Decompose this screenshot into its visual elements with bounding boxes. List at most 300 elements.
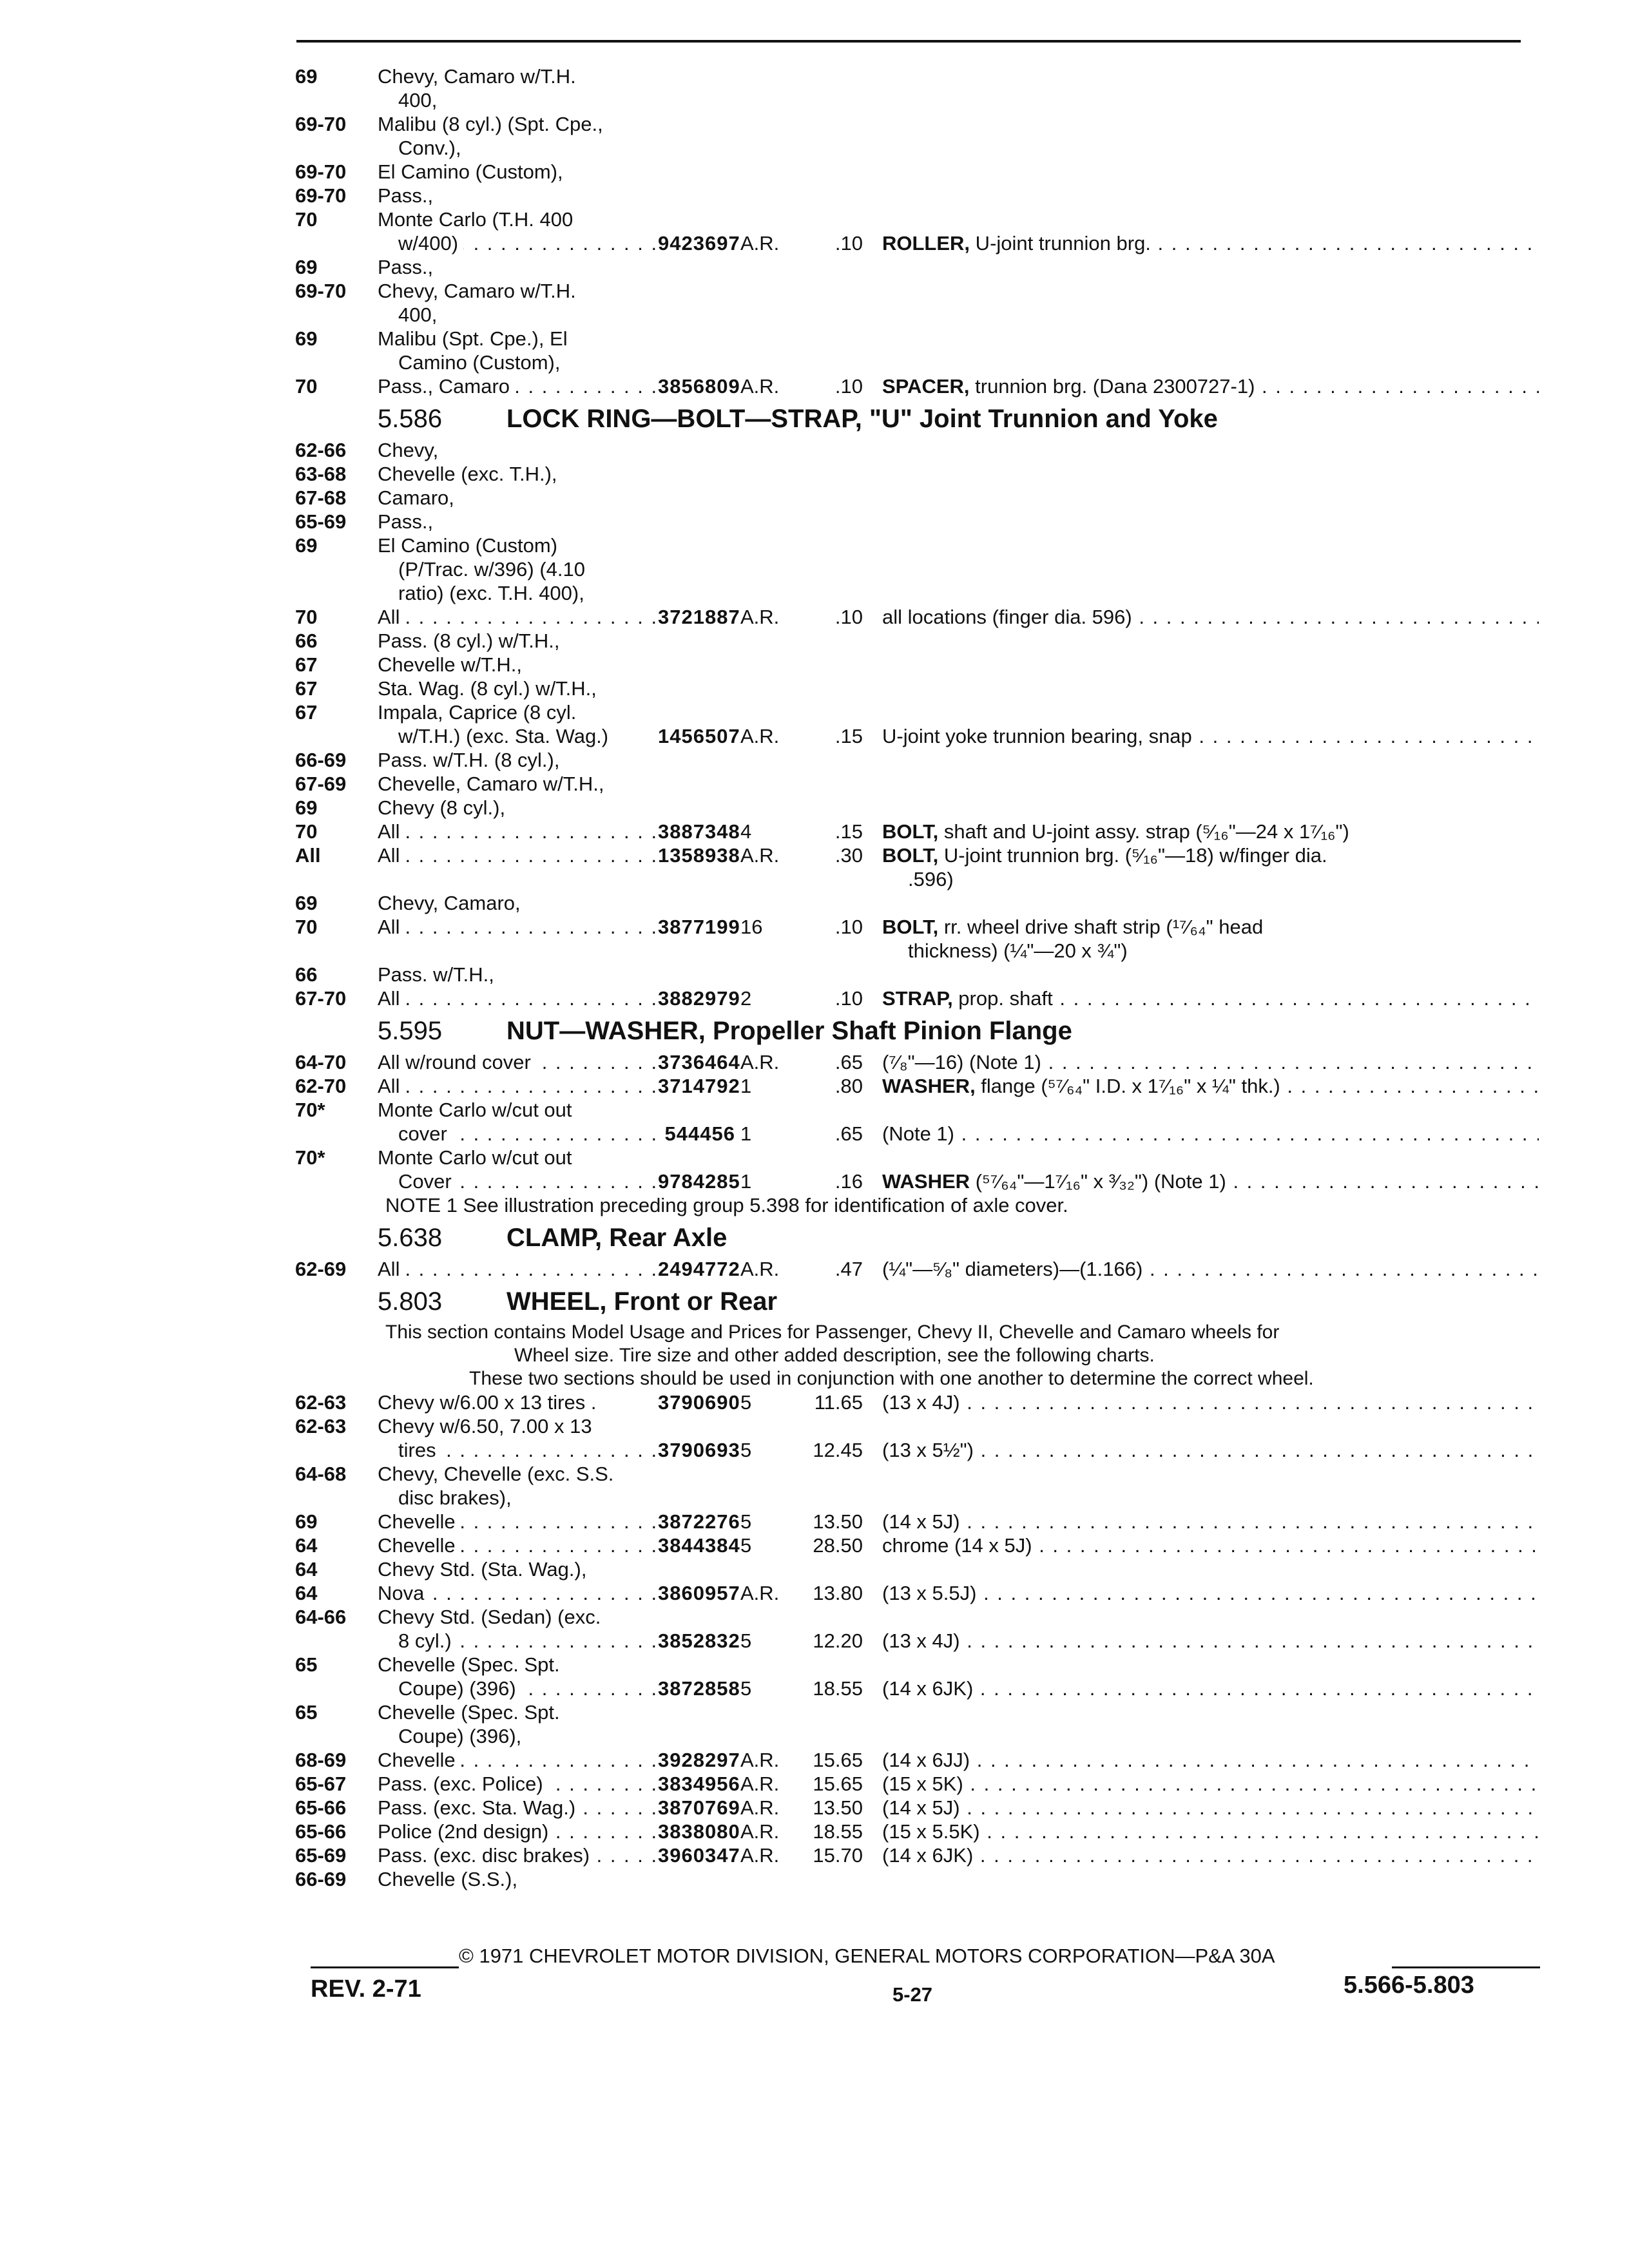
model-usage-line: Pass., [378,184,438,207]
model-year: 69 [295,256,318,278]
part-number: 3790690 [658,1391,740,1414]
description-text: (15 x 5.5K) [882,1820,980,1843]
table-row [295,1796,1539,1820]
group-clamp [295,1257,1539,1281]
model-usage [378,486,658,510]
description-text: (⁷⁄₈"—16) (Note 1) [882,1051,1041,1073]
quantity: 5 [740,1510,752,1533]
description-text: (13 x 4J) [882,1629,960,1652]
quantity: A.R. [740,1844,780,1867]
quantity: 5 [740,1391,752,1414]
model-usage-line: Chevelle (Spec. Spt. [378,1653,565,1677]
description-text: (15 x 5K) [882,1773,963,1795]
top-rule [296,40,1521,43]
model-year: 63-68 [295,463,347,485]
part-number: 544456 [664,1122,735,1145]
model-year: 69 [295,1510,318,1533]
model-usage [378,963,658,986]
model-year: 65-67 [295,1773,347,1795]
table-row [295,1557,1539,1581]
model-usage [378,1557,658,1581]
model-usage [378,748,658,772]
model-usage [378,64,658,112]
part-number: 1358938 [658,844,740,867]
model-usage-line: w/T.H.) (exc. Sta. Wag.) [378,724,613,748]
model-year: 66-69 [295,1868,347,1890]
model-year: 66-69 [295,749,347,771]
section-number: 5.586 [378,405,443,433]
model-year: 65-66 [295,1796,347,1819]
part-number: 3928297 [658,1749,740,1771]
description-text: all locations (finger dia. 596) [882,606,1132,628]
model-usage [378,510,658,533]
price: 12.45 [813,1439,863,1461]
part-number: 3877199 [658,916,740,938]
price: 15.70 [813,1844,863,1867]
table-row [295,1581,1539,1605]
part-number: 3960347 [658,1844,740,1867]
table-row [295,1462,1539,1510]
table-row [295,1533,1539,1557]
description-text: flange (⁵⁷⁄₆₄" I.D. x 1⁷⁄₁₆" x ¼" thk.) [975,1075,1280,1097]
price: .10 [834,232,863,255]
table-row [295,677,1539,700]
price: .10 [834,606,863,628]
quantity: A.R. [740,375,780,398]
model-usage-line: Camaro, [378,486,459,509]
part-number: 3887348 [658,820,740,843]
quantity: 1 [740,1075,752,1097]
revision-label: REV. 2-71 [311,1975,421,2003]
model-usage [378,891,658,915]
model-usage-line: 400, [378,88,442,112]
description-text: (14 x 6JK) [882,1677,974,1700]
price: .47 [834,1258,863,1280]
description [882,1257,1539,1281]
quantity: A.R. [740,844,780,867]
description-text: trunnion brg. (Dana 2300727-1) [969,375,1255,398]
part-number: 3872858 [658,1677,740,1700]
model-usage-line: Monte Carlo w/cut out [378,1098,577,1122]
description [882,1629,1539,1653]
table-row [295,462,1539,486]
model-usage [378,986,658,1010]
table-row [295,772,1539,796]
model-usage [378,1462,658,1510]
group-range: 5.566-5.803 [1344,1972,1474,1999]
table-row [295,1257,1539,1281]
table-row [295,1510,1539,1533]
table-row [295,1414,1539,1462]
model-year: 69 [295,796,318,819]
model-usage-line: Pass., Camaro [378,375,515,398]
model-usage [378,796,658,820]
model-usage-line: Chevy Std. (Sedan) (exc. [378,1605,606,1629]
section-heading-5586 [295,402,1539,436]
price: 15.65 [813,1773,863,1795]
quantity: A.R. [740,1820,780,1843]
model-usage-line: Impala, Caprice (8 cyl. [378,700,581,724]
model-year: 68-69 [295,1749,347,1771]
model-usage-line: Chevy (8 cyl.), [378,796,510,819]
model-usage-line: Conv.), [378,136,467,160]
description-keyword: WASHER [882,1170,970,1193]
model-usage [378,915,658,939]
part-number: 3852832 [658,1629,740,1652]
description-text: U-joint trunnion brg. (⁵⁄₁₆"—18) w/finger dia. [938,844,1327,867]
model-usage [378,820,658,843]
model-usage-line: El Camino (Custom), [378,160,568,183]
model-usage [378,1772,658,1796]
model-usage [378,112,658,160]
table-row [295,279,1539,327]
table-row [295,700,1539,748]
quantity: A.R. [740,1796,780,1819]
part-number: 3870769 [658,1796,740,1819]
section-number: 5.803 [378,1287,443,1316]
model-usage-line: 400, [378,303,442,327]
price: 18.55 [813,1820,863,1843]
model-usage-line: w/400) [378,231,463,255]
page-number: 5-27 [892,1983,933,2006]
model-usage-line: All [378,606,405,628]
quantity: A.R. [740,725,780,747]
quantity: 4 [740,820,752,843]
quantity: A.R. [740,1749,780,1771]
table-row [295,64,1539,112]
model-usage-line: All [378,987,405,1010]
model-year: 64 [295,1558,318,1581]
model-usage-line: Pass. w/T.H. (8 cyl.), [378,749,564,771]
quantity: A.R. [740,1582,780,1604]
model-year: 69 [295,534,318,557]
model-usage-line: Chevy, Camaro, [378,892,526,914]
table-row [295,796,1539,820]
model-usage-line: Chevelle (S.S.), [378,1868,523,1890]
model-usage-line: All w/round cover [378,1051,536,1073]
quantity: A.R. [740,1773,780,1795]
description [882,915,1539,963]
description-keyword: BOLT, [882,820,939,843]
model-usage-line: Nova [378,1582,429,1604]
model-year: 67-69 [295,773,347,795]
description [882,1772,1539,1796]
model-year: 69 [295,65,318,88]
footer-rule-left [311,1966,459,1968]
table-row [295,1867,1539,1891]
model-usage [378,1820,658,1843]
quantity: A.R. [740,1258,780,1280]
model-year: 64-68 [295,1463,347,1485]
description [882,1581,1539,1605]
table-row [295,1390,1539,1414]
quantity: A.R. [740,606,780,628]
description [882,1533,1539,1557]
quantity: 5 [740,1439,752,1461]
model-year: 69 [295,892,318,914]
model-usage-line: Malibu (8 cyl.) (Spt. Cpe., [378,112,608,136]
model-usage-line: disc brakes), [378,1486,517,1510]
model-year: 66 [295,963,318,986]
model-year: All [295,844,321,867]
model-usage-line: Chevy, Camaro w/T.H. [378,279,581,303]
model-usage-line: Chevy w/6.00 x 13 tires . [378,1391,601,1414]
model-usage-line: Pass. (exc. Police) [378,1773,548,1795]
group-nut-washer [295,1050,1539,1193]
model-usage [378,533,658,605]
model-usage [378,1748,658,1772]
model-usage [378,462,658,486]
footer-rule-right [1392,1966,1540,1968]
price: .80 [834,1075,863,1097]
group-trunnion-roller [295,64,1539,398]
description-text: (13 x 5.5J) [882,1582,977,1604]
model-year: 69-70 [295,113,347,135]
description-text-cont: .596) [908,868,954,890]
model-usage-line: All [378,820,405,843]
price: 13.50 [813,1796,863,1819]
description-text: chrome (14 x 5J) [882,1534,1032,1557]
price: 11.65 [814,1391,863,1414]
part-number: 2494772 [658,1258,740,1280]
table-row [295,748,1539,772]
model-usage-line: Chevelle [378,1510,461,1533]
table-row [295,255,1539,279]
model-usage [378,1581,658,1605]
model-year: 70 [295,375,318,398]
model-usage-line: Pass. w/T.H., [378,963,499,986]
model-usage-line: Chevelle [378,1749,461,1771]
description [882,1510,1539,1533]
model-usage [378,1605,658,1653]
model-usage [378,772,658,796]
group-lock-ring [295,438,1539,1010]
part-number: 3714792 [658,1075,740,1097]
model-year: 70* [295,1099,325,1121]
price: .10 [834,916,863,938]
model-year: 65 [295,1653,318,1676]
group-wheel [295,1390,1539,1891]
model-usage [378,1074,658,1098]
table-row [295,605,1539,629]
model-usage-line: Chevelle (Spec. Spt. [378,1700,565,1724]
model-year: 65 [295,1701,318,1724]
price: 12.20 [813,1629,863,1652]
description-text: prop. shaft [952,987,1053,1010]
price: .16 [834,1170,863,1193]
model-usage [378,160,658,184]
description-keyword: SPACER, [882,375,970,398]
parts-listing [295,64,1539,1891]
model-usage-line: (P/Trac. w/396) (4.10 [378,557,590,581]
description [882,1438,1539,1462]
part-number: 3790693 [658,1439,740,1461]
part-number: 9423697 [658,232,740,255]
description-text: (Note 1) [882,1122,954,1145]
model-usage-line: Pass., [378,256,438,278]
part-number: 3834956 [658,1773,740,1795]
section-title: CLAMP, Rear Axle [506,1224,728,1252]
table-row [295,184,1539,207]
model-year: 62-63 [295,1391,347,1414]
model-year: 67 [295,701,318,724]
model-usage-line: 8 cyl.) [378,1629,457,1653]
model-year: 64 [295,1582,318,1604]
model-year: 64-70 [295,1051,347,1073]
price: 13.80 [813,1582,863,1604]
description-text: U-joint trunnion brg. [970,232,1151,255]
part-number: 3736464 [658,1051,740,1073]
price: 15.65 [813,1749,863,1771]
description [882,820,1539,843]
model-year: 69-70 [295,280,347,302]
table-row [295,629,1539,653]
description [882,986,1539,1010]
model-usage [378,1098,658,1146]
price: .10 [834,987,863,1010]
model-usage [378,653,658,677]
model-usage-line: Chevy, Chevelle (exc. S.S. [378,1462,619,1486]
model-usage-line: Chevy, Camaro w/T.H. [378,64,581,88]
model-usage [378,1414,658,1462]
table-row [295,986,1539,1010]
description-text: rr. wheel drive shaft strip (¹⁷⁄₆₄" head [938,916,1264,938]
model-usage-line: Police (2nd design) [378,1820,554,1843]
model-year: 65-69 [295,510,347,533]
price: .30 [834,844,863,867]
section-heading-5803 [295,1285,1539,1318]
model-usage [378,1867,658,1891]
price: .65 [834,1122,863,1145]
description-text: (14 x 6JJ) [882,1749,970,1771]
model-usage-line: Chevy w/6.50, 7.00 x 13 [378,1414,597,1438]
model-usage [378,1533,658,1557]
description-text: (¼"—⁵⁄₈" diameters)—(1.166) [882,1258,1143,1280]
table-row [295,1050,1539,1074]
part-number: 9784285 [658,1170,740,1193]
part-number: 3721887 [658,606,740,628]
model-usage [378,1510,658,1533]
table-row [295,891,1539,915]
table-row [295,1820,1539,1843]
model-year: 67 [295,653,318,676]
table-row [295,1146,1539,1193]
model-usage-line: All [378,844,405,867]
model-usage [378,1390,658,1414]
table-row [295,1772,1539,1796]
model-usage-line: Pass. (exc. disc brakes) [378,1844,595,1867]
copyright-notice: © 1971 CHEVROLET MOTOR DIVISION, GENERAL MOTORS CORPORATION—P&A 30A [459,1945,1275,1967]
model-usage [378,279,658,327]
part-number: 3856809 [658,375,740,398]
description [882,1820,1539,1843]
model-usage-line: Camino (Custom), [378,351,566,374]
model-usage [378,184,658,207]
table-row [295,653,1539,677]
table-row [295,820,1539,843]
description [882,1677,1539,1700]
model-year: 67-68 [295,486,347,509]
section-title: NUT—WASHER, Propeller Shaft Pinion Flange [506,1017,1072,1045]
model-usage-line: Cover [378,1169,457,1193]
price: .15 [834,725,863,747]
section-heading-5638 [295,1221,1539,1254]
description-text: (13 x 4J) [882,1391,960,1414]
price: .10 [834,375,863,398]
table-row [295,510,1539,533]
model-usage-line: Chevelle (exc. T.H.), [378,463,563,485]
description-text: shaft and U-joint assy. strap (⁵⁄₁₆"—24 x 1⁷⁄₁₆") [938,820,1349,843]
model-year: 66 [295,629,318,652]
section-heading-5595 [295,1014,1539,1048]
model-usage [378,207,658,255]
model-usage-line: Chevelle, Camaro w/T.H., [378,773,609,795]
description-keyword: BOLT, [882,844,939,867]
model-usage [378,1700,658,1748]
table-row [295,207,1539,255]
description [882,724,1539,748]
quantity: 5 [740,1677,752,1700]
model-usage-line: El Camino (Custom) [378,533,563,557]
model-usage-line: Pass. (exc. Sta. Wag.) [378,1796,581,1819]
section-title: LOCK RING—BOLT—STRAP, "U" Joint Trunnion and Yoke [506,405,1218,433]
table-row [295,1700,1539,1748]
model-usage-line: Chevelle w/T.H., [378,653,527,676]
model-year: 69 [295,327,318,350]
description-keyword: STRAP, [882,987,953,1010]
description [882,605,1539,629]
model-usage-line: Pass. (8 cyl.) w/T.H., [378,629,564,652]
model-usage-line: All [378,1075,405,1097]
model-year: 62-66 [295,439,347,461]
model-usage-line: All [378,916,405,938]
table-row [295,915,1539,963]
quantity: 5 [740,1629,752,1652]
description-text: (⁵⁷⁄₆₄"—1⁷⁄₁₆" x ³⁄₃₂") (Note 1) [970,1170,1226,1193]
model-usage-line: Coupe) (396), [378,1724,526,1748]
description [882,1050,1539,1074]
model-usage [378,629,658,653]
model-usage-line: All [378,1258,405,1280]
price: .65 [834,1051,863,1073]
description [882,374,1539,398]
price: .15 [834,820,863,843]
model-usage-line: Chevelle [378,1534,461,1557]
model-usage [378,374,658,398]
table-row [295,327,1539,374]
price: 18.55 [813,1677,863,1700]
model-usage [378,327,658,374]
description-keyword: BOLT, [882,916,939,938]
section-number: 5.595 [378,1017,443,1045]
description [882,1843,1539,1867]
description-text: (14 x 6JK) [882,1844,974,1867]
model-year: 70 [295,208,318,231]
part-number: 3838080 [658,1820,740,1843]
model-year: 62-69 [295,1258,347,1280]
model-year: 64 [295,1534,318,1557]
model-year: 70 [295,606,318,628]
model-usage [378,1146,658,1193]
model-year: 69-70 [295,184,347,207]
table-row [295,1074,1539,1098]
table-row [295,1843,1539,1867]
section-title: WHEEL, Front or Rear [506,1287,778,1316]
model-year: 65-66 [295,1820,347,1843]
quantity: 1 [740,1170,752,1193]
model-year: 70 [295,916,318,938]
model-year: 65-69 [295,1844,347,1867]
